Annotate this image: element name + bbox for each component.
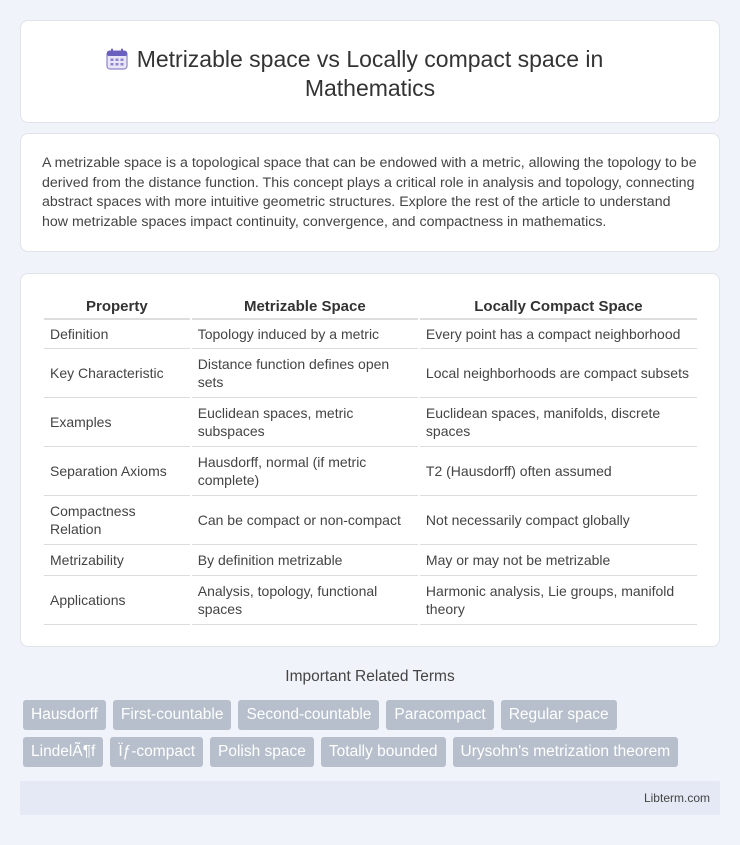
tag-polish-space[interactable]: Polish space	[210, 737, 314, 767]
table-cell-locally-compact: Local neighborhoods are compact subsets	[420, 349, 697, 398]
tag-lindelof[interactable]: LindelÃ¶f	[23, 737, 103, 767]
table-row	[44, 576, 697, 625]
table-row	[44, 496, 697, 545]
tag-second-countable[interactable]: Second-countable	[238, 700, 379, 730]
table-cell-locally-compact: Not necessarily compact globally	[420, 496, 697, 545]
tag-urysohn-metrization[interactable]: Urysohn's metrization theorem	[453, 737, 679, 767]
footer-site-link[interactable]: Libterm.com	[643, 791, 710, 805]
intro-paragraph: A metrizable space is a topological space that can be endowed with a metric, allowing the topology to be derived from the distance function. This concept plays a critical role in analysis and topology, connecting abstract spaces with more intuitive geometric structures. Explore the rest of the article to understand how metrizable spaces impact continuity, convergence, and compactness in mathematics.	[42, 155, 697, 230]
table-cell-metrizable: Euclidean spaces, metric subspaces	[192, 398, 418, 447]
tag-paracompact[interactable]: Paracompact	[386, 700, 493, 730]
table-cell-property: Applications	[44, 576, 190, 625]
table-header-locally-compact: Locally Compact Space	[420, 292, 697, 320]
page-title: Metrizable space vs Locally compact space in Mathematics	[136, 46, 604, 101]
title-card	[20, 20, 720, 123]
table-cell-locally-compact: May or may not be metrizable	[420, 545, 697, 576]
table-cell-locally-compact: Every point has a compact neighborhood	[420, 320, 697, 349]
table-cell-property: Metrizability	[44, 545, 190, 576]
related-terms-tags	[23, 700, 703, 767]
table-cell-property: Examples	[44, 398, 190, 447]
table-cell-locally-compact: T2 (Hausdorff) often assumed	[420, 447, 697, 496]
table-row	[44, 320, 697, 349]
table-cell-property: Separation Axioms	[44, 447, 190, 496]
table-cell-metrizable: Can be compact or non-compact	[192, 496, 418, 545]
tag-regular-space[interactable]: Regular space	[501, 700, 617, 730]
table-cell-metrizable: Hausdorff, normal (if metric complete)	[192, 447, 418, 496]
intro-card	[20, 133, 720, 252]
table-row	[44, 398, 697, 447]
table-cell-metrizable: Analysis, topology, functional spaces	[192, 576, 418, 625]
table-cell-property: Key Characteristic	[44, 349, 190, 398]
table-cell-metrizable: Topology induced by a metric	[192, 320, 418, 349]
table-row	[44, 349, 697, 398]
table-row	[44, 447, 697, 496]
table-header-metrizable: Metrizable Space	[192, 292, 418, 320]
tag-totally-bounded[interactable]: Totally bounded	[321, 737, 446, 767]
comparison-table	[42, 292, 699, 625]
tag-sigma-compact[interactable]: Ïƒ-compact	[110, 737, 203, 767]
table-header-row	[44, 292, 697, 320]
table-cell-property: Definition	[44, 320, 190, 349]
table-cell-metrizable: Distance function defines open sets	[192, 349, 418, 398]
table-cell-locally-compact: Harmonic analysis, Lie groups, manifold theory	[420, 576, 697, 625]
comparison-table-card	[20, 273, 720, 647]
table-cell-property: Compactness Relation	[44, 496, 190, 545]
tag-hausdorff[interactable]: Hausdorff	[23, 700, 106, 730]
tag-first-countable[interactable]: First-countable	[113, 700, 232, 730]
table-row	[44, 545, 697, 576]
table-cell-locally-compact: Euclidean spaces, manifolds, discrete spaces	[420, 398, 697, 447]
table-cell-metrizable: By definition metrizable	[192, 545, 418, 576]
footer	[20, 781, 720, 815]
table-header-property: Property	[44, 292, 190, 320]
related-terms-title: Important Related Terms	[285, 668, 455, 685]
